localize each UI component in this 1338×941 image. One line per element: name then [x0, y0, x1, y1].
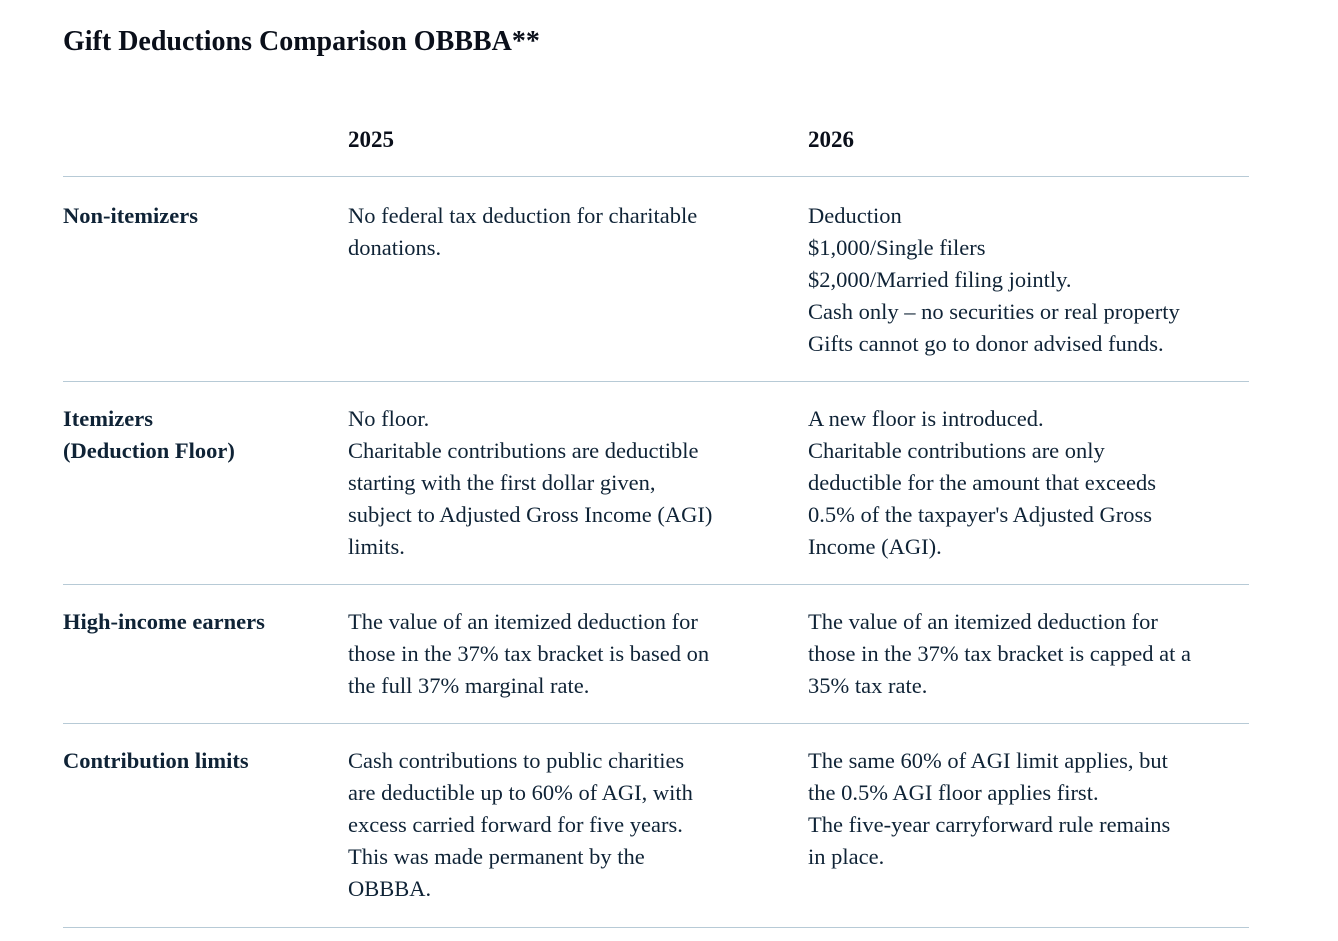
row-label	[63, 585, 348, 723]
header-2026: 2026	[808, 127, 854, 152]
text-line: those in the 37% tax bracket is capped at a	[808, 641, 1191, 666]
cell-2025	[348, 724, 808, 927]
text-line: OBBBA.	[348, 876, 432, 901]
text-line: The value of an itemized deduction for	[348, 609, 698, 634]
cell-2025	[348, 177, 808, 381]
row-itemizers	[63, 382, 1249, 585]
text-line: Deduction	[808, 203, 902, 228]
label-line: Itemizers	[63, 406, 153, 431]
text-line: $2,000/Married filing jointly.	[808, 267, 1072, 292]
text-line: A new floor is introduced.	[808, 406, 1044, 431]
text-line: 0.5% of the taxpayer's Adjusted Gross	[808, 502, 1152, 527]
text-line: limits.	[348, 534, 405, 559]
text-line: excess carried forward for five years.	[348, 812, 683, 837]
text-line: Cash only – no securities or real property	[808, 299, 1180, 324]
text-line: Charitable contributions are only	[808, 438, 1105, 463]
text-line: those in the 37% tax bracket is based on	[348, 641, 710, 666]
cell-2026	[808, 724, 1249, 927]
text-line: deductible for the amount that exceeds	[808, 470, 1156, 495]
row-label	[63, 724, 348, 927]
row-label	[63, 177, 348, 381]
text-line: No federal tax deduction for charitable	[348, 203, 698, 228]
cell-2025	[348, 382, 808, 584]
text-line: Income (AGI).	[808, 534, 942, 559]
label-line: Non-itemizers	[63, 203, 198, 228]
text-line: donations.	[348, 235, 442, 260]
header-label-cell	[63, 104, 348, 122]
text-line: The value of an itemized deduction for	[808, 609, 1158, 634]
label-line: High-income earners	[63, 609, 265, 634]
text-line: are deductible up to 60% of AGI, with	[348, 780, 693, 805]
text-line: starting with the first dollar given,	[348, 470, 656, 495]
row-non-itemizers	[63, 177, 1249, 382]
text-line: Gifts cannot go to donor advised funds.	[808, 331, 1164, 356]
cell-2026	[808, 177, 1249, 381]
text-line: in place.	[808, 844, 885, 869]
text-line: the 0.5% AGI floor applies first.	[808, 780, 1099, 805]
cell-2026	[808, 585, 1249, 723]
cell-2026	[808, 382, 1249, 584]
row-label	[63, 382, 348, 584]
text-line: 35% tax rate.	[808, 673, 928, 698]
text-line: the full 37% marginal rate.	[348, 673, 590, 698]
text-line: Cash contributions to public charities	[348, 748, 685, 773]
row-high-income-earners	[63, 585, 1249, 724]
text-line: This was made permanent by the	[348, 844, 645, 869]
text-line: subject to Adjusted Gross Income (AGI)	[348, 502, 713, 527]
text-line: $1,000/Single filers	[808, 235, 986, 260]
row-contribution-limits	[63, 724, 1249, 928]
text-line: Charitable contributions are deductible	[348, 438, 699, 463]
label-line: Contribution limits	[63, 748, 249, 773]
text-line: The five-year carryforward rule remains	[808, 812, 1171, 837]
comparison-table	[63, 104, 1249, 928]
cell-2025	[348, 585, 808, 723]
page-title: Gift Deductions Comparison OBBBA**	[63, 26, 540, 57]
header-2025: 2025	[348, 127, 394, 152]
table-header-row	[63, 104, 1249, 177]
label-line: (Deduction Floor)	[63, 438, 235, 463]
text-line: No floor.	[348, 406, 430, 431]
text-line: The same 60% of AGI limit applies, but	[808, 748, 1168, 773]
